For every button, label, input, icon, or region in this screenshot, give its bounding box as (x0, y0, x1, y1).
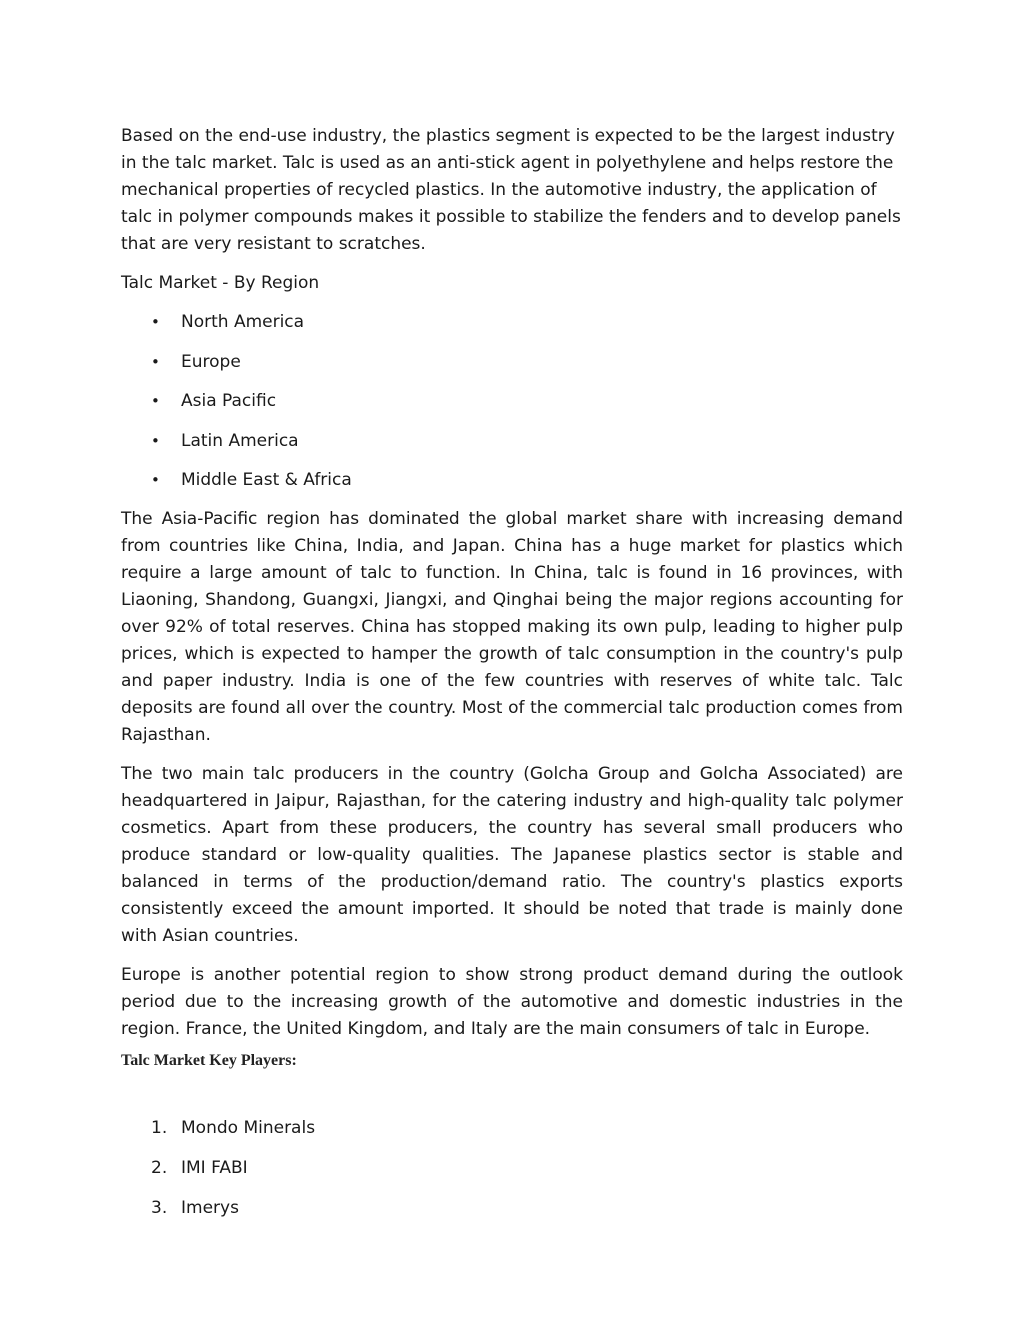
region-section-heading: Talc Market - By Region (121, 273, 320, 293)
list-item (121, 1155, 903, 1182)
list-item (121, 467, 903, 494)
bullet-icon: • (151, 352, 160, 371)
list-item (121, 1195, 903, 1222)
list-item (121, 1115, 903, 1142)
region-label: Middle East & Africa (181, 470, 352, 491)
list-item (121, 428, 903, 455)
region-label: Latin America (181, 430, 299, 451)
asia-pacific-paragraph: The Asia-Pacific region has dominated the global market share with increasing demand from countries like China, India, and Japan. China has a huge market for plastics which require a large amount of talc to function. In China, talc is found in 16 provinces, with Liaoning, Shandong, Guangxi, Jiangxi, and Qinghai being the major regions accounting for over 92% of total reserves. China has stopped making its own pulp, leading to higher pulp prices, which is expected to hamper the growth of talc consumption in the country's pulp and paper industry. India is one of the few countries with reserves of white talc. Talc deposits are found all over the country. Most of the commercial talc production comes from Rajasthan. (121, 509, 903, 746)
bullet-icon: • (151, 392, 160, 411)
player-name: IMI FABI (181, 1157, 248, 1178)
europe-paragraph: Europe is another potential region to show strong product demand during the outlook period due to the increasing growth of the automotive and domestic industries in the region. France, the United Kingdom, and Italy are the main consumers of talc in Europe. (121, 965, 903, 1040)
player-name: Mondo Minerals (181, 1118, 316, 1139)
player-name: Imerys (181, 1197, 239, 1218)
list-item (121, 309, 903, 336)
bullet-icon: • (151, 313, 160, 331)
bullet-icon: • (151, 471, 160, 490)
bullet-icon: • (151, 431, 160, 450)
list-item (121, 388, 903, 415)
region-label: Asia Pacific (181, 391, 277, 412)
region-label: North America (181, 312, 305, 332)
list-item (121, 349, 903, 376)
list-number: 3. (151, 1197, 168, 1218)
key-players-list (121, 1115, 903, 1221)
region-label: Europe (181, 351, 241, 372)
key-players-heading: Talc Market Key Players: (121, 1052, 297, 1070)
list-number: 1. (151, 1118, 168, 1139)
document-page (121, 123, 903, 1234)
intro-paragraph: Based on the end-use industry, the plastics segment is expected to be the largest industry in the talc market. Talc is used as an anti-stick agent in polyethylene and helps restore the mechanical properties of recycled plastics. In the automotive industry, the application of talc in polymer compounds makes it possible to stabilize the fenders and to develop panels that are very resistant to scratches. (121, 126, 901, 254)
producers-paragraph: The two main talc producers in the country (Golcha Group and Golcha Associated) are headquartered in Jaipur, Rajasthan, for the catering industry and high-quality talc polymer cosmetics. Apart from these producers, the country has several small producers who produce standard or low-quality qualities. The Japanese plastics sector is stable and balanced in terms of the production/demand ratio. The country's plastics exports consistently exceed the amount imported. It should be noted that trade is mainly done with Asian countries. (121, 764, 903, 947)
region-list (121, 309, 903, 494)
list-number: 2. (151, 1157, 168, 1178)
